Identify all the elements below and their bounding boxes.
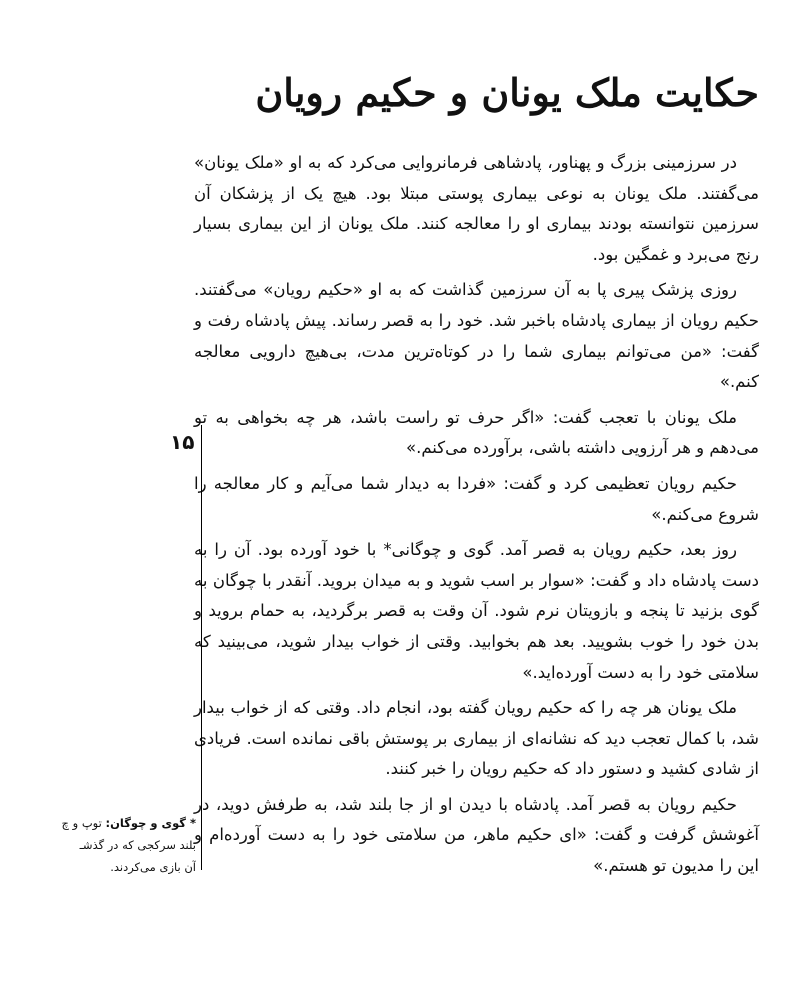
- page-title: حکایت ملک یونان و حکیم رویان: [255, 70, 759, 115]
- paragraph: در سرزمینی بزرگ و پهناور، پادشاهی فرمانروایی می‌کرد که به او «ملک یونان» می‌گفتند. ملک یونان به نوعی بیماری پوستی مبتلا بود. هیچ یک از پزشکان آن سرزمین نتوانسته بودند بیماری او را معالجه کنند. ملک یونان از این بیماری بسیار رنج می‌برد و غمگین بود.: [194, 153, 759, 264]
- paragraph: ملک یونان با تعجب گفت: «اگر حرف تو راست باشد، هر چه بخواهی به تو می‌دهم و هر آرزویی داشته باشی، برآورده می‌کنم.»: [194, 407, 759, 458]
- margin-rule: [201, 425, 202, 870]
- paragraph: روز بعد، حکیم رویان به قصر آمد. گوی و چوگانی* با خود آورده بود. آن را به دست پادشاه داد و گفت: «سوار بر اسب شوید و به میدان بروید. آنقدر با چوگان به گوی بزنید تا پنجه و بازویتان نرم شود. آن وقت به قصر برگردید، به حمام بروید و بدن خود را خوب بشویید. بعد هم بخوابید. وقتی از خواب بیدار شوید، می‌بینید که سلامتی خود را به دست آورده‌اید.»: [194, 540, 759, 682]
- paragraph: حکیم رویان به قصر آمد. پادشاه با دیدن او از جا بلند شد، به طرفش دوید، در آغوشش گرفت و گفت: «ای حکیم ماهر، من سلامتی خود را به دست آورده‌ام و این را مدیون تو هستم.»: [194, 794, 759, 876]
- paragraph: روزی پزشک پیری پا به آن سرزمین گذاشت که به او «حکیم رویان» می‌گفتند. حکیم رویان از بیماری پادشاه باخبر شد. خود را به قصر رساند. پیش پادشاه رفت و گفت: «من می‌توانم بیماری شما را در کوتاه‌ترین مدت، بی‌هیچ دارویی معالجه کنم.»: [194, 280, 759, 392]
- footnote-line: بلند سرکجی که در گذشـ: [79, 838, 196, 852]
- page-number: ۱۵: [170, 430, 195, 454]
- footnote-line: آن بازی می‌کردند.: [110, 860, 196, 874]
- story-body: [194, 148, 759, 887]
- footnote-line: [8, 812, 196, 834]
- paragraph: ملک یونان هر چه را که حکیم رویان گفته بود، انجام داد. وقتی که از خواب بیدار شد، با کمال تعجب دید که نشانه‌ای از بیماری بر پوستش باقی نمانده است. فریادی از شادی کشید و دستور داد که حکیم رویان را خبر کنند.: [194, 698, 759, 779]
- footnote: [8, 812, 196, 878]
- paragraph: حکیم رویان تعظیمی کرد و گفت: «فردا به دیدار شما می‌آیم و کار معالجه را شروع می‌کنم.»: [194, 473, 759, 524]
- footnote-text: توپ و چ: [61, 816, 102, 830]
- footnote-term: * گوی و چوگان:: [105, 816, 196, 830]
